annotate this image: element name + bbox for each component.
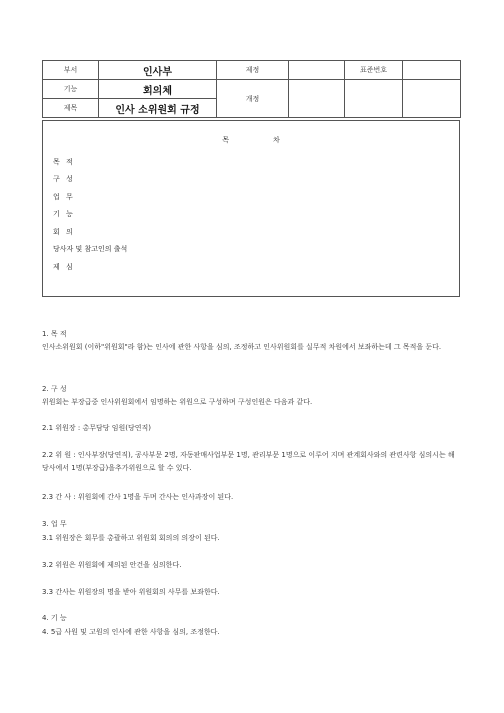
- standard-number-value: [403, 61, 461, 80]
- function-label: 기능: [43, 80, 99, 99]
- toc-item: 구 성: [53, 175, 75, 183]
- toc-item: 업 무: [53, 193, 75, 201]
- title-value: 인사 소위원회 규정: [99, 99, 217, 118]
- department-value: 인사부: [99, 61, 217, 80]
- paragraph: 위원회는 부장급중 인사위원회에서 임명하는 위원으로 구성하며 구성인원은 다음과 같다.: [42, 398, 313, 406]
- section-heading: 4. 기 능: [42, 614, 67, 622]
- standard-number-label: 표준번호: [345, 61, 403, 80]
- table-of-contents: [42, 120, 460, 297]
- toc-item: 목 적: [53, 158, 75, 166]
- blank-cell-2: [403, 80, 461, 118]
- toc-title: 목차: [222, 136, 324, 144]
- title-label: 제목: [43, 99, 99, 118]
- paragraph: 3.1 위원장은 회무를 총괄하고 위원회 회의의 의장이 된다.: [42, 534, 220, 542]
- section-heading: 3. 업 무: [42, 520, 67, 528]
- paragraph: 2.1 위원장 : 총무담당 임원(당연직): [42, 424, 151, 432]
- function-value: 회의체: [99, 80, 217, 99]
- revise-label: 개정: [217, 80, 289, 118]
- toc-item: 제 심: [53, 263, 75, 271]
- paragraph: 2.2 위 원 : 인사부장(당연직), 공사부문 2명, 자동판매사업부문 1명, 관리부문 1명으로 이루어 지며 관계회사와의 관련사항 심의시는 해 당사에서 1명(부장급)을추가위원으로 할 수 있다.: [42, 451, 455, 472]
- section-heading: 2. 구 성: [42, 385, 67, 393]
- enact-label: 제정: [217, 61, 289, 80]
- paragraph: 4. 5급 사원 및 고원의 인사에 관한 사항을 심의, 조정한다.: [42, 628, 220, 636]
- department-label: 부서: [43, 61, 99, 80]
- enact-value: [289, 61, 345, 80]
- toc-item: 회 의: [53, 228, 75, 236]
- revise-value: [289, 80, 345, 118]
- paragraph: 3.3 간사는 위원장의 명을 받아 위원회의 사무를 보좌한다.: [42, 588, 220, 596]
- paragraph: 2.3 간 사 : 위원회에 간사 1명을 두며 간사는 인사과장이 된다.: [42, 493, 234, 501]
- toc-item: 당사자 및 참고인의 출석: [53, 245, 128, 253]
- section-heading: 1. 목 적: [42, 330, 67, 338]
- blank-cell: [345, 80, 403, 118]
- document-header-table: [42, 60, 461, 118]
- paragraph: 인사소위원회 (이하"위원회"라 함)는 인사에 관한 사항을 심의, 조정하고 인사위원회를 실무적 차원에서 보좌하는데 그 목적을 둔다.: [42, 343, 442, 351]
- toc-item: 기 능: [53, 210, 75, 218]
- paragraph: 3.2 위원은 위원회에 제의된 안건을 심의한다.: [42, 561, 182, 569]
